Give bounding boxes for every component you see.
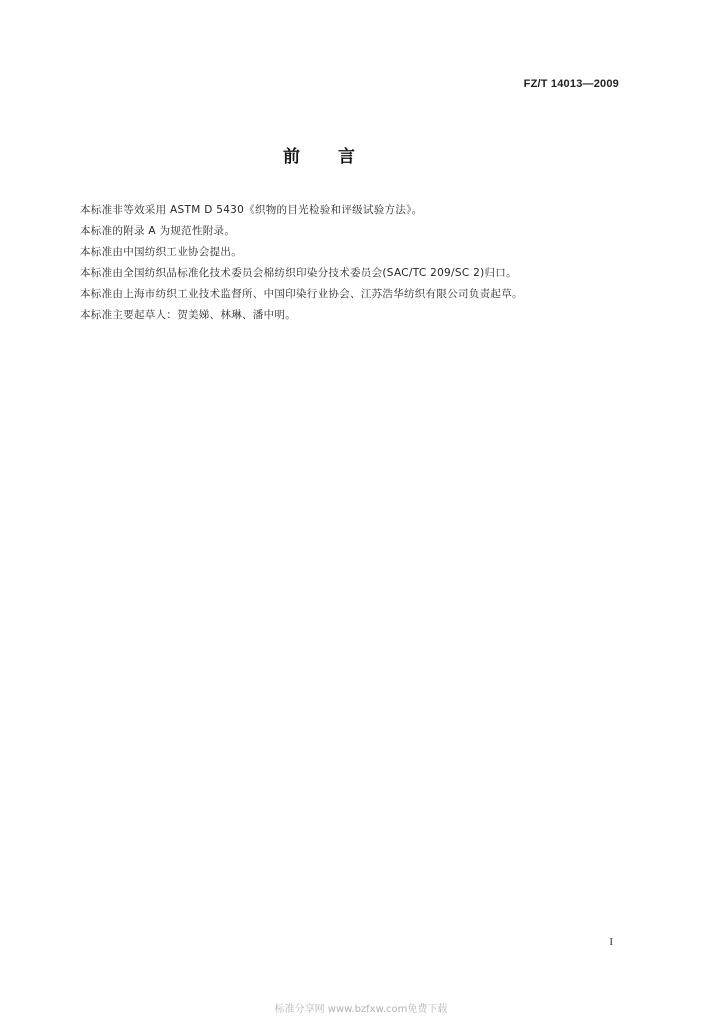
standard-code: FZ/T 14013—2009: [523, 78, 619, 90]
foreword-title: 前言: [283, 147, 393, 167]
paragraph: 本标准主要起草人：贺美娣、林琳、潘中明。: [80, 309, 296, 321]
paragraph: 本标准由中国纺织工业协会提出。: [80, 246, 242, 258]
foreword-body: [80, 200, 640, 326]
paragraph: 本标准的附录 A 为规范性附录。: [80, 225, 236, 237]
paragraph: 本标准由全国纺织品标准化技术委员会棉纺织印染分技术委员会(SAC/TC 209/SC 2)归口。: [80, 267, 517, 279]
paragraph: 本标准非等效采用 ASTM D 5430《织物的目光检验和评级试验方法》。: [80, 204, 423, 216]
watermark-text: 标准分享网 www.bzfxw.com免费下载: [274, 1004, 448, 1015]
paragraph: 本标准由上海市纺织工业技术监督所、中国印染行业协会、江苏浩华纺织有限公司负责起草。: [80, 288, 523, 300]
page-number: I: [609, 936, 613, 948]
